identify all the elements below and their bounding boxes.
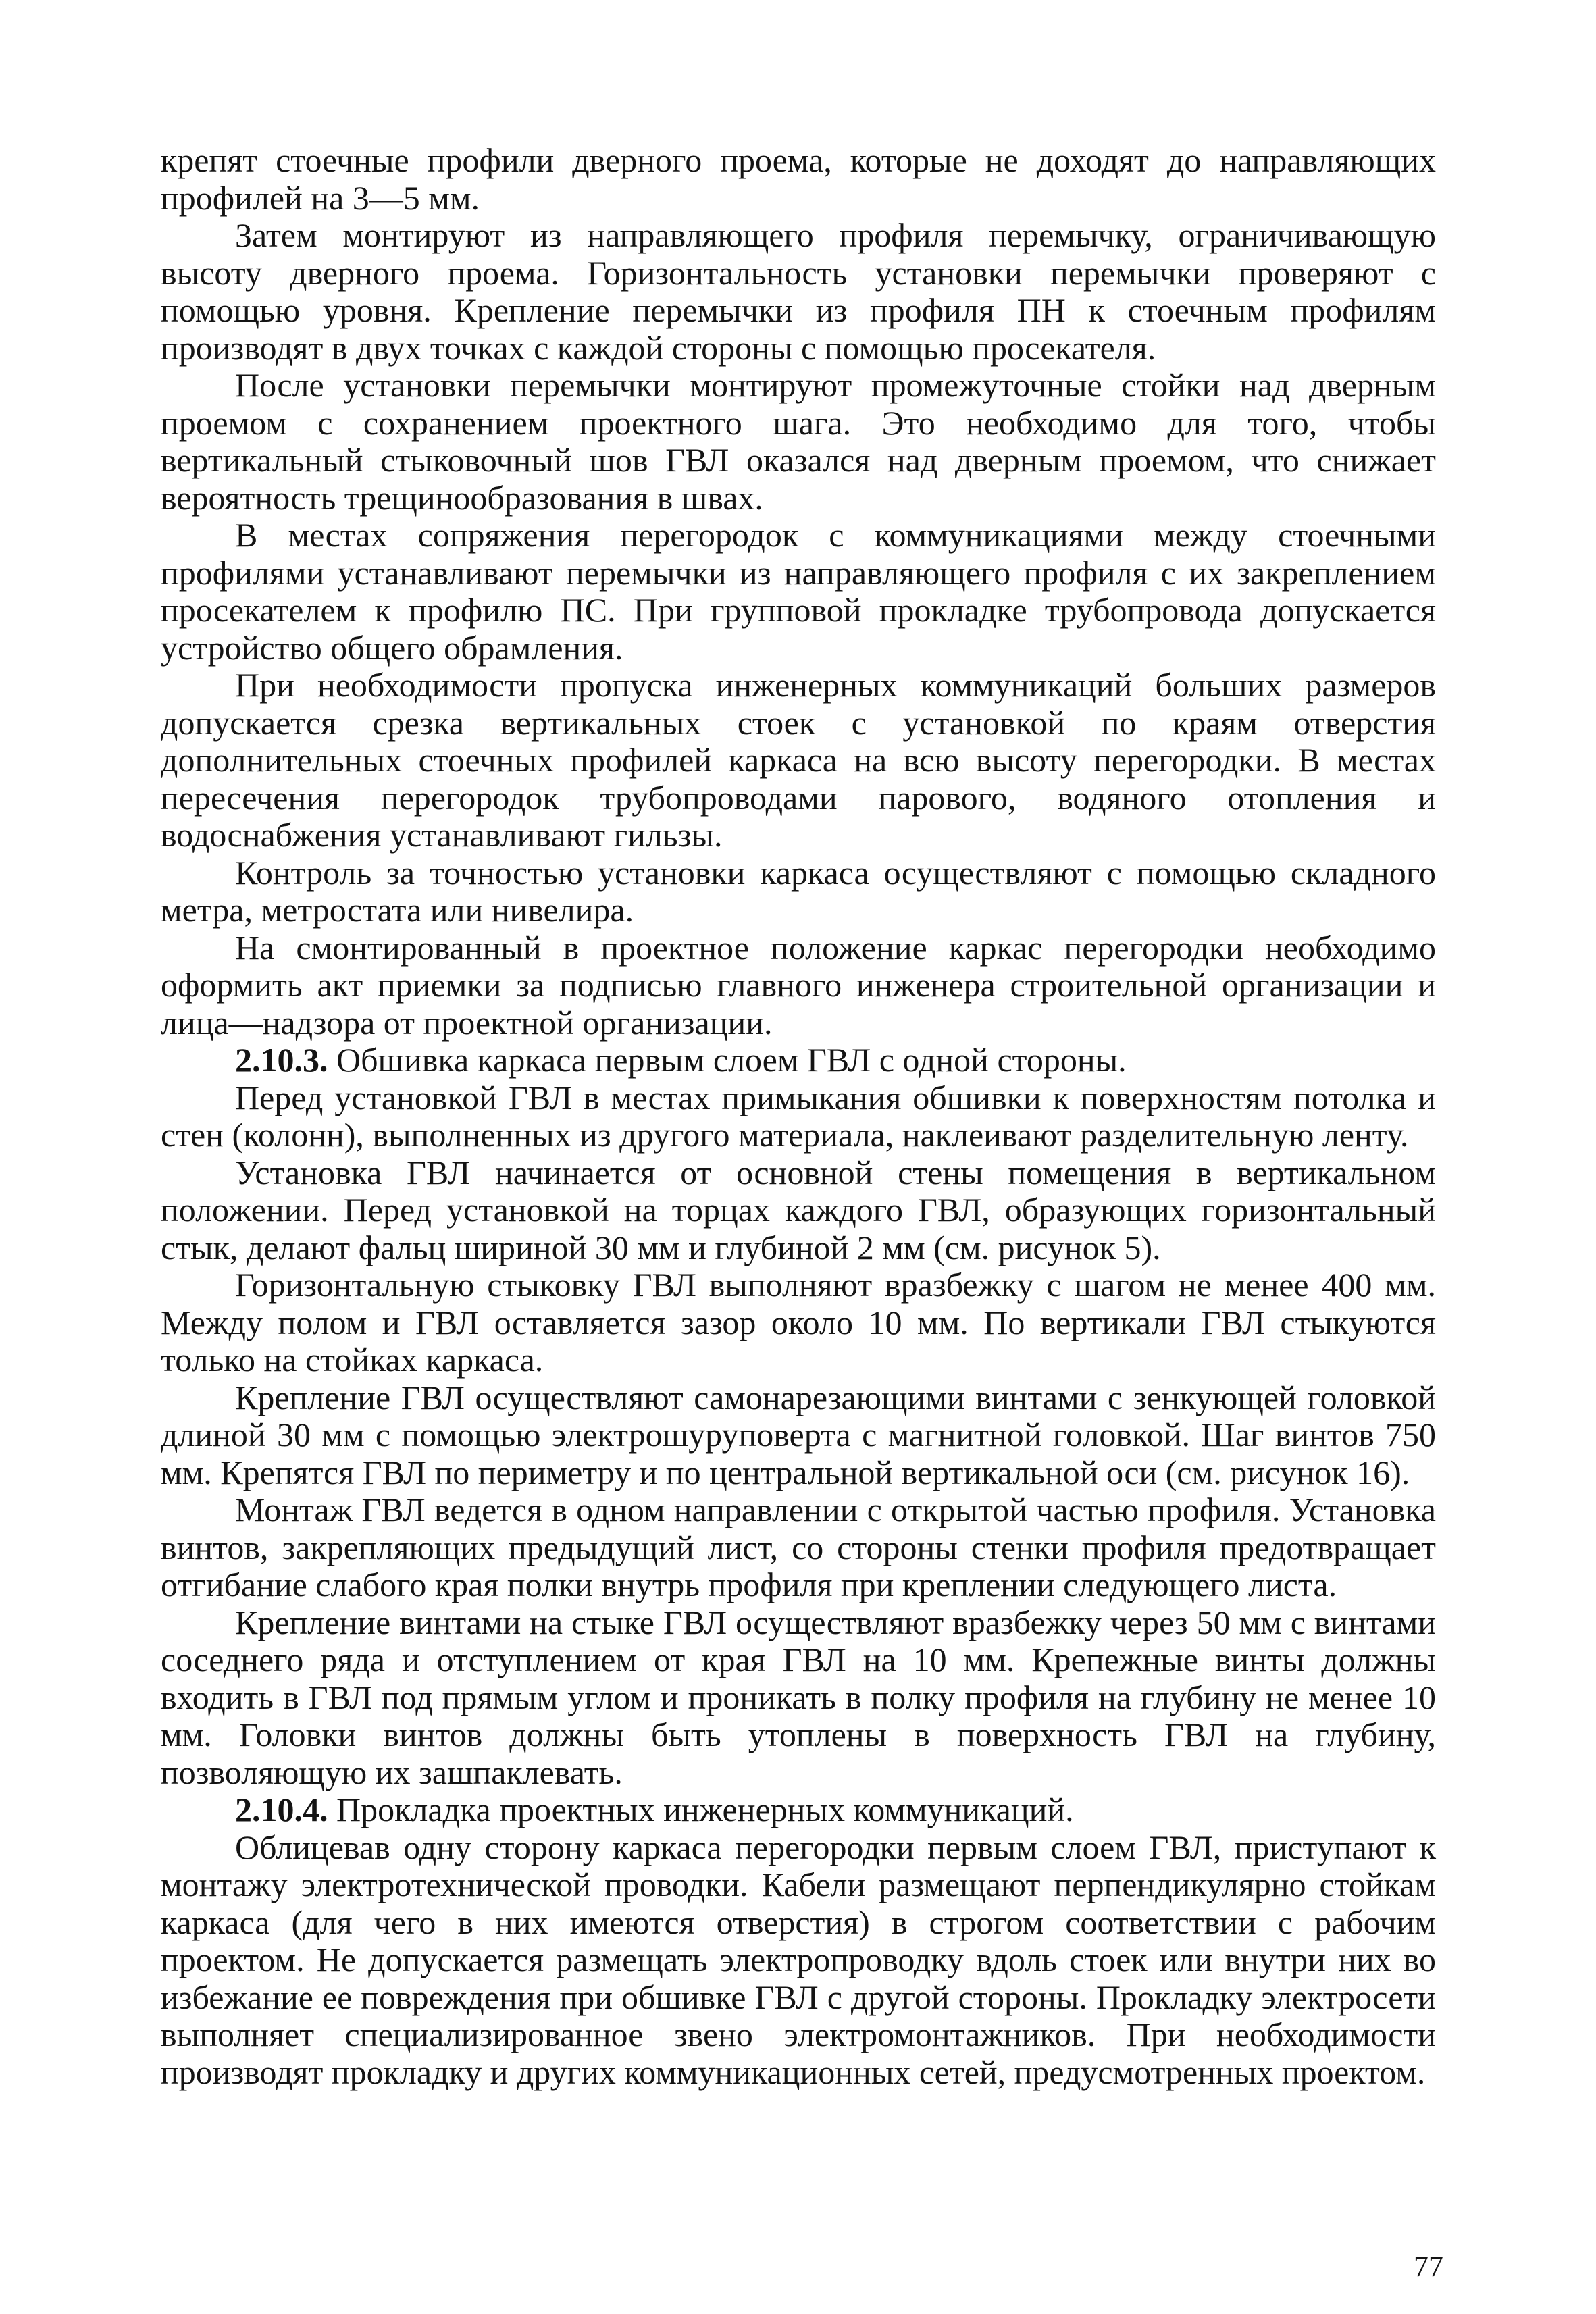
paragraph <box>161 1266 1436 1379</box>
paragraph <box>161 1154 1436 1267</box>
paragraph-text: После установки перемычки монтируют промежуточные стойки над дверным проемом с сохранением проектного шага. Это необходимо для того, чтобы вертикальный стыковочный шов ГВЛ оказался над дверным проемом, что снижает вероятность трещинообразования в швах. <box>161 366 1436 517</box>
paragraph <box>161 367 1436 517</box>
paragraph <box>161 217 1436 367</box>
paragraph-text: Крепление винтами на стыке ГВЛ осуществляют вразбежку через 50 мм с винтами соседнего ряда и отступлением от края ГВЛ на 10 мм. Крепежные винты должны входить в ГВЛ под прямым углом и проникать в полку профиля на глубину не менее 10 мм. Головки винтов должны быть утоплены в поверхность ГВЛ на глубину, позволяющую их зашпаклевать. <box>161 1603 1436 1791</box>
paragraph-text: В местах сопряжения перегородок с коммуникациями между стоечными профилями устанавливают перемычки из направляющего профиля с их закреплением просекателем к профилю ПС. При групповой прокладке трубопровода допускается устройство общего обрамления. <box>161 516 1436 667</box>
section-number: 2.10.3. <box>235 1041 328 1079</box>
paragraph <box>161 1829 1436 2092</box>
section-title: Обшивка каркаса первым слоем ГВЛ с одной стороны. <box>328 1041 1127 1079</box>
paragraph <box>161 1491 1436 1604</box>
paragraph-text: Установка ГВЛ начинается от основной стены помещения в вертикальном положении. Перед установкой на торцах каждого ГВЛ, образующих горизонтальный стык, делают фальц шириной 30 мм и глубиной 2 мм (см. рисунок 5). <box>161 1153 1436 1266</box>
paragraph-text: Монтаж ГВЛ ведется в одном направлении с открытой частью профиля. Установка винтов, закрепляющих предыдущий лист, со стороны стенки профиля предотвращает отгибание слабого края полки внутрь профиля при креплении следующего листа. <box>161 1491 1436 1603</box>
paragraph <box>161 667 1436 854</box>
paragraph-text: Контроль за точностью установки каркаса осуществляют с помощью складного метра, метростата или нивелира. <box>161 853 1436 929</box>
paragraph-text: Затем монтируют из направляющего профиля перемычку, ограничивающую высоту дверного проема. Горизонтальность установки перемычки проверяют с помощью уровня. Крепление перемычки из профиля ПН к стоечным профилям производят в двух точках с каждой стороны с помощью просекателя. <box>161 216 1436 367</box>
paragraph-text: На смонтированный в проектное положение каркас перегородки необходимо оформить акт приемки за подписью главного инженера строительной организации и лица—надзора от проектной организации. <box>161 928 1436 1042</box>
paragraph-text: При необходимости пропуска инженерных коммуникаций больших размеров допускается срезка вертикальных стоек с установкой по краям отверстия дополнительных стоечных профилей каркаса на всю высоту перегородки. В местах пересечения перегородок трубопроводами парового, водяного отопления и водоснабжения устанавливают гильзы. <box>161 666 1436 854</box>
paragraph-text: Перед установкой ГВЛ в местах примыкания обшивки к поверхностям потолка и стен (колонн), выполненных из другого материала, наклеивают разделительную ленту. <box>161 1078 1436 1154</box>
paragraph <box>161 854 1436 929</box>
section-heading-2-10-3 <box>161 1042 1436 1079</box>
page-text <box>161 142 1436 2091</box>
page-number: 77 <box>1414 2250 1443 2283</box>
paragraph <box>161 1379 1436 1492</box>
paragraph <box>161 142 1436 217</box>
paragraph-text: Крепление ГВЛ осуществляют самонарезающими винтами с зенкующей головкой длиной 30 мм с помощью электрошуруповерта с магнитной головкой. Шаг винтов 750 мм. Крепятся ГВЛ по периметру и по центральной вертикальной оси (см. рисунок 16). <box>161 1378 1436 1491</box>
section-title: Прокладка проектных инженерных коммуникаций. <box>328 1791 1074 1828</box>
paragraph-text: Горизонтальную стыковку ГВЛ выполняют вразбежку с шагом не менее 400 мм. Между полом и ГВЛ оставляется зазор около 10 мм. По вертикали ГВЛ стыкуются только на стойках каркаса. <box>161 1266 1436 1379</box>
paragraph <box>161 1079 1436 1154</box>
paragraph-text: крепят стоечные профили дверного проема, которые не доходят до направляющих профилей на 3—5 мм. <box>161 141 1436 217</box>
section-number: 2.10.4. <box>235 1791 328 1828</box>
paragraph <box>161 929 1436 1042</box>
paragraph <box>161 1604 1436 1792</box>
section-heading-2-10-4 <box>161 1791 1436 1829</box>
paragraph-text: Облицевав одну сторону каркаса перегородки первым слоем ГВЛ, приступают к монтажу электротехнической проводки. Кабели размещают перпендикулярно стойкам каркаса (для чего в них имеются отверстия) в строгом соответствии с рабочим проектом. Не допускается размещать электропроводку вдоль стоек или внутри них во избежание ее повреждения при обшивке ГВЛ с другой стороны. Прокладку электросети выполняет специализированное звено электромонтажников. При необходимости производят прокладку и других коммуникационных сетей, предусмотренных проектом. <box>161 1828 1436 2091</box>
paragraph <box>161 517 1436 667</box>
